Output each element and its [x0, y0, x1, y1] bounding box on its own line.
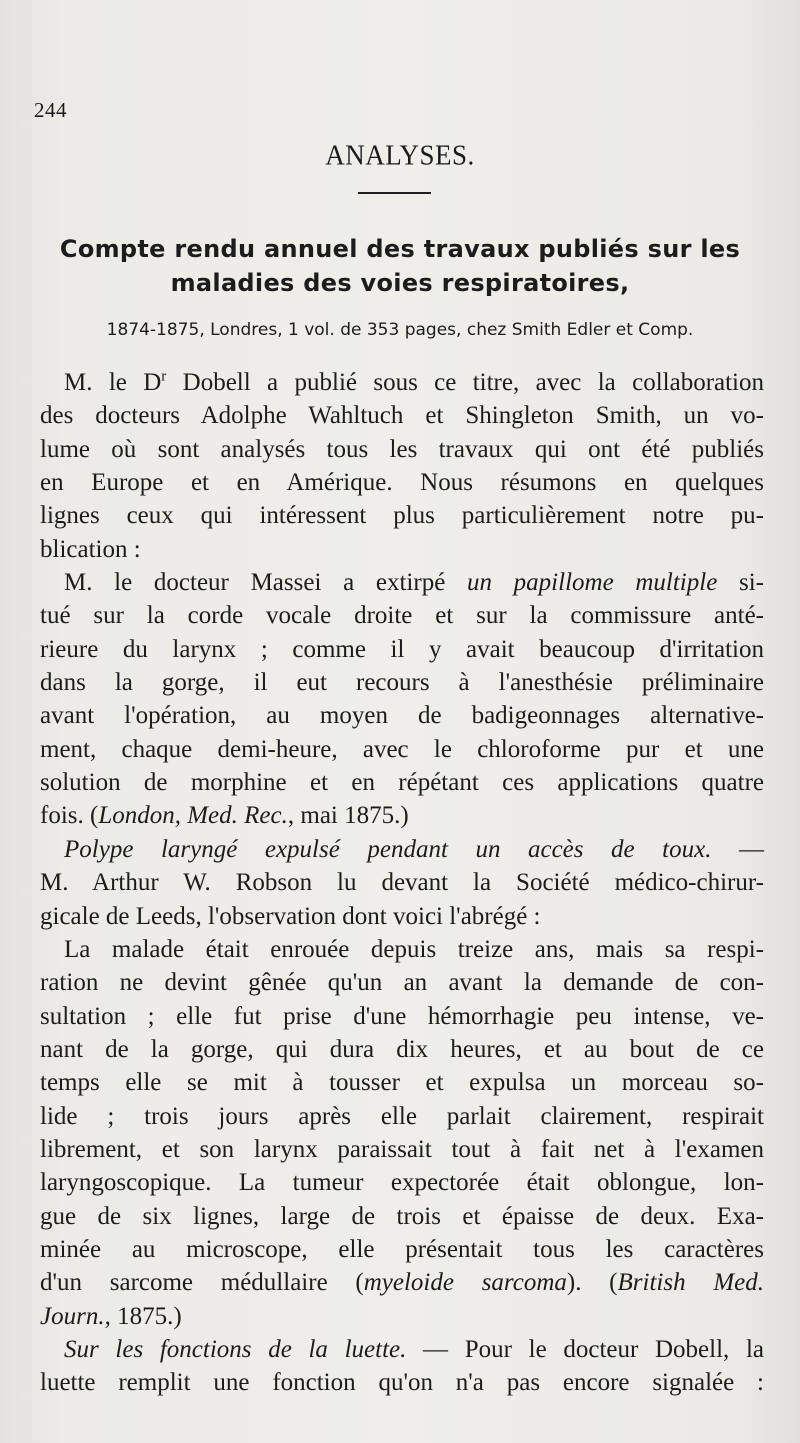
text-line — [40, 366, 764, 399]
text-line — [40, 1366, 764, 1399]
text-line — [40, 1033, 764, 1066]
italic-text: London, Med. Rec. — [98, 802, 288, 830]
text-segment: nant de la gorge, qui dura dix heures, et au bout de ce — [40, 1035, 764, 1063]
text-segment: ration ne devint gênée qu'un an avant la demande de con- — [40, 969, 764, 997]
text-segment: , 1875.) — [104, 1302, 182, 1330]
text-segment: ). ( — [566, 1269, 618, 1297]
page-number: 244 — [34, 98, 67, 122]
text-segment: gicale de Leeds, l'observation dont voici l'abrégé : — [40, 902, 541, 930]
text-line — [40, 1066, 764, 1099]
text-line — [40, 1166, 764, 1199]
text-segment: avant l'opération, au moyen de badigeonnages alternative- — [40, 702, 764, 730]
text-line — [40, 966, 764, 999]
text-segment: luette remplit une fonction qu'on n'a pas encore signalée : — [40, 1369, 764, 1397]
text-line — [40, 799, 764, 832]
text-line — [40, 599, 764, 632]
italic-text: myeloide sarcoma — [363, 1269, 567, 1297]
italic-text: un papillome multiple — [466, 569, 718, 597]
text-segment: temps elle se mit à tousser et expulsa un morceau so- — [40, 1069, 764, 1097]
text-line — [40, 933, 764, 966]
text-line — [40, 533, 764, 566]
text-segment: solution de morphine et en répétant ces applications quatre — [40, 769, 764, 797]
text-line — [40, 1300, 764, 1333]
text-segment: laryngoscopique. La tumeur expectorée était oblongue, lon- — [40, 1169, 764, 1197]
text-segment: La malade était enrouée depuis treize ans, mais sa respi- — [64, 935, 764, 963]
text-segment: M. le docteur Massei a extirpé — [64, 569, 467, 597]
text-segment: d'un sarcome médullaire ( — [40, 1269, 364, 1297]
text-line — [40, 433, 764, 466]
text-line — [40, 1200, 764, 1233]
text-line — [40, 733, 764, 766]
text-line — [40, 1133, 764, 1166]
text-line — [40, 566, 764, 599]
text-line — [40, 1100, 764, 1133]
text-line — [40, 1233, 764, 1266]
text-line — [40, 900, 764, 933]
text-segment: sultation ; elle fut prise d'une hémorrhagie peu intense, ve- — [40, 1002, 764, 1030]
text-line — [40, 866, 764, 899]
text-line — [40, 766, 764, 799]
text-segment: lume où sont analysés tous les travaux qui ont été publiés — [40, 435, 764, 463]
text-segment: ment, chaque demi-heure, avec le chloroforme pur et une — [40, 735, 764, 763]
text-line — [40, 666, 764, 699]
text-segment: des docteurs Adolphe Wahltuch et Shingleton Smith, un vo- — [40, 402, 764, 430]
text-segment: fois. ( — [40, 802, 99, 830]
article-subtitle: 1874-1875, Londres, 1 vol. de 353 pages, chez Smith Edler et Comp. — [106, 320, 694, 340]
title-divider — [358, 192, 431, 194]
text-segment: — — [711, 835, 765, 863]
text-segment: dans la gorge, il eut recours à l'anesthésie préliminaire — [40, 669, 764, 697]
text-segment: Dobell a publié sous ce titre, avec la collaboration — [166, 369, 765, 396]
text-segment: M. le D — [64, 369, 162, 396]
text-line — [40, 1266, 764, 1299]
text-line — [40, 633, 764, 666]
text-segment: en Europe et en Amérique. Nous résumons en quelques — [40, 469, 764, 497]
italic-text: British Med. — [617, 1269, 764, 1297]
text-line — [40, 466, 764, 499]
italic-text: Polype laryngé expulsé pendant un accès de toux. — [64, 835, 712, 863]
text-segment: gue de six lignes, large de trois et épaisse de deux. Exa- — [40, 1202, 764, 1230]
text-segment: lignes ceux qui intéressent plus particulièrement notre pu- — [40, 502, 764, 530]
body-text — [40, 366, 764, 1400]
superscript: r — [161, 368, 167, 385]
text-segment: , mai 1875.) — [287, 802, 409, 830]
section-title: ANALYSES. — [325, 139, 475, 171]
text-segment: minée au microscope, elle présentait tous les caractères — [40, 1235, 764, 1263]
text-segment: rieure du larynx ; comme il y avait beaucoup d'irritation — [40, 635, 764, 663]
text-segment: lide ; trois jours après elle parlait clairement, respirait — [40, 1102, 764, 1130]
text-segment: blication : — [40, 535, 141, 563]
text-line — [40, 833, 764, 866]
italic-text: Sur les fonctions de la luette. — [64, 1335, 407, 1363]
text-segment: M. Arthur W. Robson lu devant la Société médico-chirur- — [40, 869, 764, 897]
text-segment: tué sur la corde vocale droite et sur la commissure anté- — [40, 602, 764, 630]
text-line — [40, 399, 764, 432]
article-title: Compte rendu annuel des travaux publiés sur les maladies des voies respiratoires, — [59, 235, 741, 297]
text-line — [40, 1000, 764, 1033]
text-segment: librement, et son larynx paraissait tout à fait net à l'examen — [40, 1135, 764, 1163]
text-segment: si- — [717, 569, 764, 597]
text-segment: — Pour le docteur Dobell, la — [406, 1335, 765, 1363]
text-line — [40, 699, 764, 732]
text-line — [40, 499, 764, 532]
italic-text: Journ. — [40, 1302, 105, 1330]
text-line — [40, 1333, 764, 1366]
